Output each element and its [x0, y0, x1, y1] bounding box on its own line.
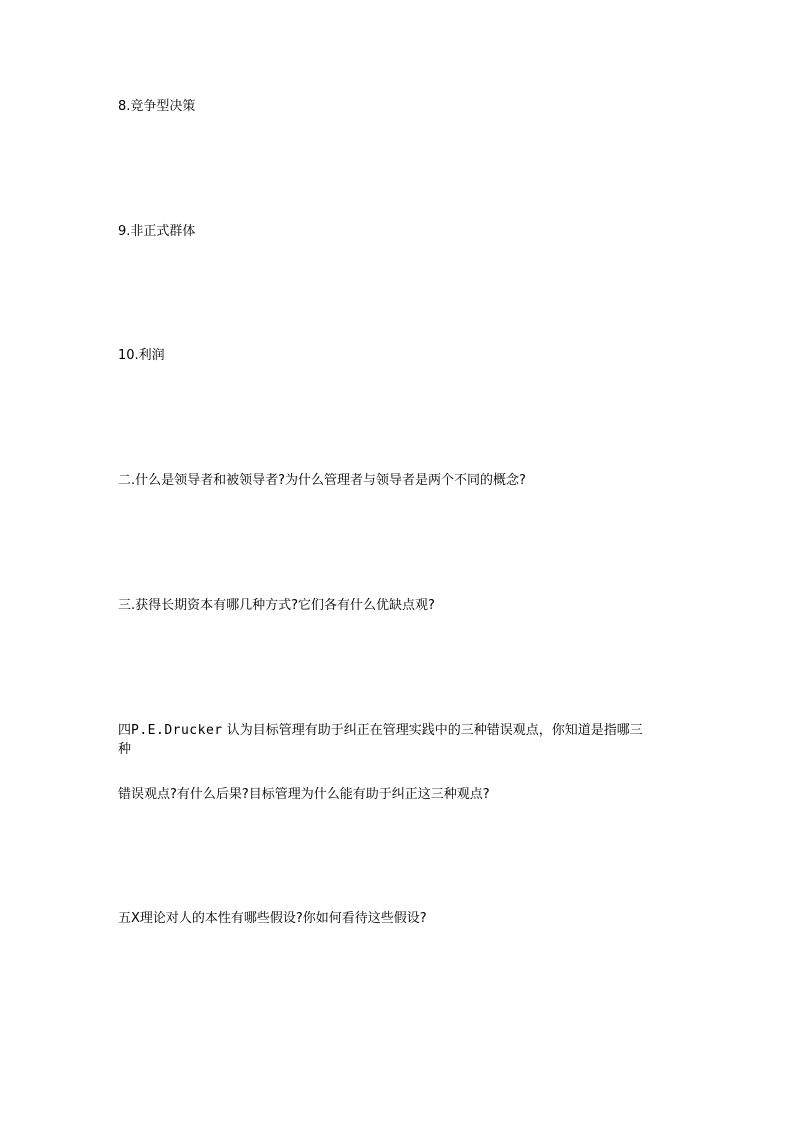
question-3: 三.获得长期资本有哪几种方式?它们各有什么优缺点观?: [118, 598, 435, 613]
question-4-text: 认为目标管理有助于纠正在管理实践中的三种错误观点，你知道是指哪三: [222, 723, 643, 738]
question-5: 五X理论对人的本性有哪些假设?你如何看待这些假设?: [118, 911, 427, 926]
question-4-author: P.E.Drucker: [131, 723, 223, 738]
question-4-line-2: 种: [118, 742, 132, 757]
question-4-line-1: [118, 722, 643, 740]
question-2: 二.什么是领导者和被领导者?为什么管理者与领导者是两个不同的概念?: [118, 473, 526, 488]
term-item-10: 10.利润: [118, 348, 165, 363]
term-item-8: 8.竞争型决策: [118, 99, 196, 114]
question-4-line-3: 错误观点?有什么后果?目标管理为什么能有助于纠正这三种观点?: [118, 787, 490, 802]
question-4-prefix: 四: [118, 723, 132, 738]
term-item-9: 9.非正式群体: [118, 224, 196, 239]
